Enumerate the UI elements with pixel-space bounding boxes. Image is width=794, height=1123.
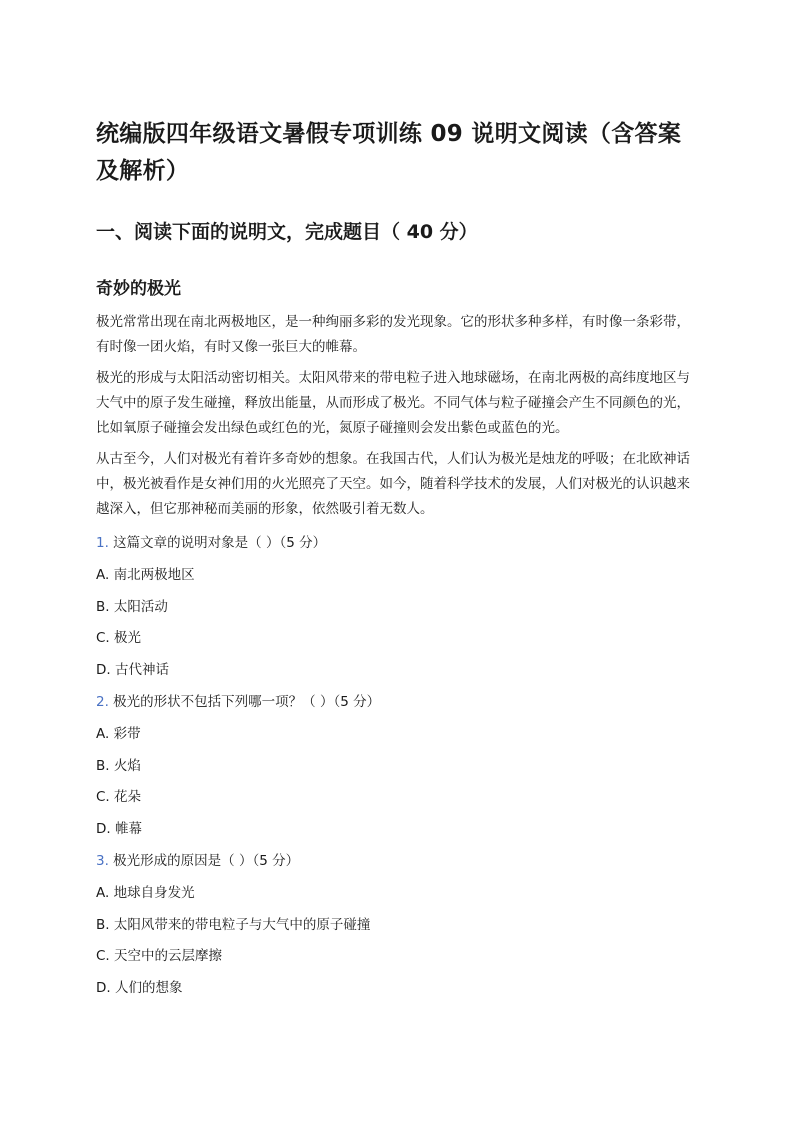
question-list	[96, 528, 698, 1005]
question-number: 1.	[96, 535, 109, 551]
option-d: D. 古代神话	[96, 662, 169, 679]
option-a: A. 地球自身发光	[96, 884, 195, 901]
option-b: B. 火焰	[96, 757, 141, 774]
question-number: 3.	[96, 852, 109, 869]
question-stem	[96, 846, 698, 878]
question-3	[96, 846, 698, 1005]
question-text: 极光形成的原因是（ ）（5 分）	[108, 852, 300, 869]
passage-paragraph: 极光常常出现在南北两极地区，是一种绚丽多彩的发光现象。它的形状多种多样，有时像一条彩带，有时像一团火焰，有时又像一张巨大的帷幕。	[96, 314, 690, 355]
passage	[96, 310, 698, 522]
passage-paragraph: 极光的形成与太阳活动密切相关。太阳风带来的带电粒子进入地球磁场，在南北两极的高纬度地区与大气中的原子发生碰撞，释放出能量，从而形成了极光。不同气体与粒子碰撞会产生不同颜色的光，比如氧原子碰撞会发出绿色或红色的光，氮原子碰撞则会发出紫色或蓝色的光。	[96, 370, 690, 436]
question-stem	[96, 687, 698, 719]
question-stem	[96, 528, 698, 560]
option-d: D. 人们的想象	[96, 980, 183, 997]
section-heading: 一、阅读下面的说明文，完成题目（ 40 分）	[96, 221, 478, 243]
option-c: C. 天空中的云层摩擦	[96, 948, 223, 965]
option-b: B. 太阳风带来的带电粒子与大气中的原子碰撞	[96, 916, 371, 933]
document-title: 统编版四年级语文暑假专项训练 09 说明文阅读（含答案及解析）	[96, 121, 682, 184]
question-1	[96, 528, 698, 687]
question-text: 极光的形状不包括下列哪一项？（ ）（5 分）	[108, 693, 381, 710]
passage-paragraph: 从古至今，人们对极光有着许多奇妙的想象。在我国古代，人们认为极光是烛龙的呼吸；在北欧神话中，极光被看作是女神们用的火光照亮了天空。如今，随着科学技术的发展，人们对极光的认识越来越深入，但它那神秘而美丽的形象，依然吸引着无数人。	[96, 451, 690, 517]
option-a: A. 彩带	[96, 725, 141, 742]
option-a: A. 南北两极地区	[96, 566, 195, 583]
question-text: 这篇文章的说明对象是（ ）（5 分）	[108, 535, 327, 551]
option-b: B. 太阳活动	[96, 598, 168, 615]
passage-title: 奇妙的极光	[96, 279, 181, 299]
option-c: C. 极光	[96, 630, 142, 647]
question-2	[96, 687, 698, 846]
option-c: C. 花朵	[96, 789, 142, 806]
option-d: D. 帷幕	[96, 821, 142, 838]
question-number: 2.	[96, 693, 109, 710]
